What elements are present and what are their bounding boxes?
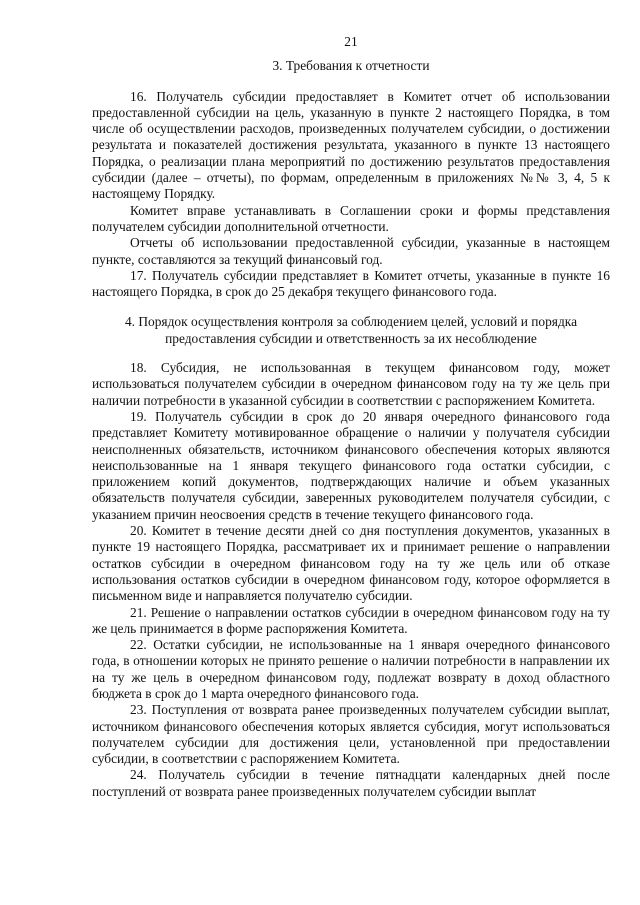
paragraph-17: 17. Получатель субсидии представляет в Комитет отчеты, указанные в пункте 16 настоящего Порядка, в срок до 25 декабря текущего финансового года. <box>92 267 610 300</box>
page-number: 21 <box>344 34 358 49</box>
section-3-heading: 3. Требования к отчетности <box>272 58 430 74</box>
section-4-heading: 4. Порядок осуществления контроля за соблюдением целей, условий и порядка предоставления субсидии и ответственность за их несоблюдение <box>124 314 578 346</box>
paragraph-16: 16. Получатель субсидии предоставляет в Комитет отчет об использовании предоставленной субсидии на цель, указанную в пункте 2 настоящего Порядка, в том числе об осуществлении расходов, произведенных получателем субсидии, о достижении результата и показателей достижения результата, указанного в пункте 13 настоящего Порядка, о реализации плана мероприятий по достижению результатов предоставления субсидии (далее – отчеты), по формам, определенным в приложениях №№ 3, 4, 5 к настоящему Порядку. <box>92 88 610 202</box>
paragraph-20: 20. Комитет в течение десяти дней со дня поступления документов, указанных в пункте 19 настоящего Порядка, рассматривает их и принимает решение о направлении остатков субсидии в очередном финансовом году на ту же цель или об отказе использования остатков субсидии в очередном финансовом году, которое оформляется в письменном виде и направляется получателю субсидии. <box>92 523 610 604</box>
paragraph-24: 24. Получатель субсидии в течение пятнадцати календарных дней после поступлений от возврата ранее произведенных получателем субсидии выплат <box>92 767 610 799</box>
document-page <box>92 34 610 800</box>
paragraph-16-extra-reporting: Комитет вправе устанавливать в Соглашении сроки и формы представления получателем субсидии дополнительной отчетности. <box>92 202 610 234</box>
paragraph-18: 18. Субсидия, не использованная в текущем финансовом году, может использоваться получателем субсидии в очередном финансовом году на ту же цель при наличии потребности в указанной субсидии в соответствии с распоряжением Комитета. <box>92 360 610 408</box>
paragraph-22: 22. Остатки субсидии, не использованные на 1 января очередного финансового года, в отношении которых не принято решение о наличии потребности в направлении их на ту же цель в очередном финансовом году, подлежат возврату в доход областного бюджета в срок до 1 марта очередного финансового года. <box>92 637 610 701</box>
paragraph-19: 19. Получатель субсидии в срок до 20 января очередного финансового года представляет Комитету мотивированное обращение о наличии у получателя субсидии неисполненных обязательств, источником финансового обеспечения которых являются неиспользованные на 1 января текущего финансового года остатки субсидии, с приложением копий документов, подтверждающих наличие и объем указанных обязательств получателя субсидии, заверенных руководителем получателя субсидии, с указанием причин неосвоения средств в течение текущего финансового года. <box>92 408 610 522</box>
paragraph-23: 23. Поступления от возврата ранее произведенных получателем субсидии выплат, источником финансового обеспечения которых является субсидия, могут использоваться получателем субсидии для достижения цели, установленной при предоставлении субсидии, в соответствии с распоряжением Комитета. <box>92 702 610 767</box>
paragraph-16-reporting-period: Отчеты об использовании предоставленной субсидии, указанные в настоящем пункте, составляются за текущий финансовый год. <box>92 235 610 267</box>
paragraph-21: 21. Решение о направлении остатков субсидии в очередном финансовом году на ту же цель принимается в форме распоряжения Комитета. <box>92 604 610 636</box>
